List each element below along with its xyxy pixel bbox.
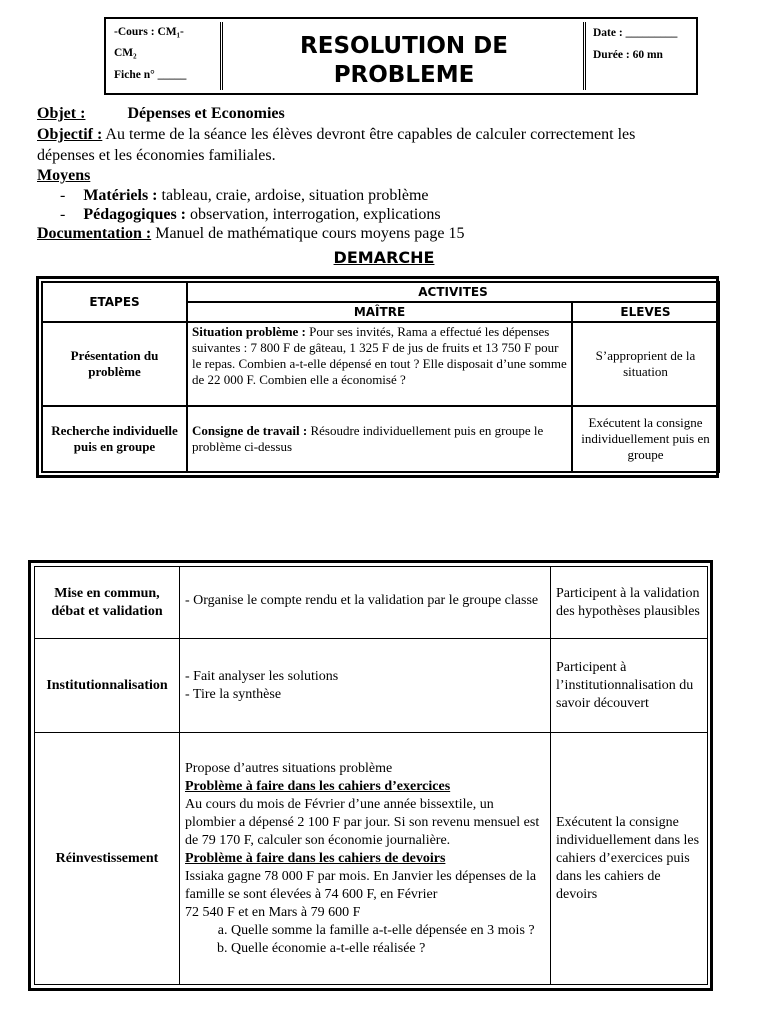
maitre-line: - Tire la synthèse	[185, 686, 282, 702]
objectif-line-2: dépenses et les économies familiales.	[37, 147, 276, 164]
date-cell	[588, 22, 696, 90]
column-header-activites: ACTIVITES	[187, 282, 719, 302]
maitre-intro: Propose d’autres situations problème	[185, 760, 393, 776]
fiche-number: Fiche n° _____	[114, 69, 187, 81]
devoir-text-1: Issiaka gagne 78 000 F par mois. En Janvier les dépenses de la famille se sont élevées à 74 600 F, en Février	[185, 868, 537, 902]
eleves-cell: Exécutent la consigne individuellement dans les cahiers d’exercices puis dans les cahiers de devoirs	[551, 733, 708, 985]
moyens-label: Moyens	[37, 167, 91, 184]
table-row	[35, 733, 708, 985]
maitre-line: - Fait analyser les solutions	[185, 668, 339, 684]
pedagogiques-value: observation, interrogation, explications	[186, 206, 441, 223]
etape-cell: Recherche individuelle puis en groupe	[42, 406, 187, 472]
course-cell	[109, 22, 223, 90]
title-cell	[227, 22, 581, 90]
objet-line	[37, 104, 285, 123]
documentation-label: Documentation :	[37, 225, 152, 242]
maitre-text: Résoudre individuellement puis en groupe le problème ci-dessus	[192, 423, 544, 454]
column-header-eleves: ELEVES	[572, 302, 719, 322]
eleves-cell: S’approprient de la situation	[572, 322, 719, 406]
maitre-cell	[180, 639, 551, 733]
course-line-2: CM₂	[114, 47, 137, 59]
pedagogiques-line	[60, 205, 441, 224]
devoir-title: Problème à faire dans les cahiers de devoirs	[185, 850, 446, 866]
title-line-1: RESOLUTION DE	[300, 33, 508, 59]
materiels-line	[60, 186, 429, 205]
exercice-text: Au cours du mois de Février d’une année bissextile, un plombier a dépensé 2 100 F par jour. Si son revenu mensuel est de 79 170 F, calculer son économie journalière.	[185, 796, 540, 848]
duration-field: Durée : 60 mn	[593, 49, 663, 61]
table-demarche-part-2	[28, 560, 713, 991]
materiels-value: tableau, craie, ardoise, situation problème	[157, 187, 429, 204]
page-title	[227, 32, 581, 90]
bullet-dash: -	[60, 187, 66, 204]
objectif-text-1: Au terme de la séance les élèves devront être capables de calculer correctement les	[102, 126, 636, 143]
objet-value: Dépenses et Economies	[127, 105, 285, 122]
eleves-cell: Exécutent la consigne individuellement puis en groupe	[572, 406, 719, 472]
header-divider-left	[220, 22, 223, 90]
question-b: b. Quelle économie a-t-elle réalisée ?	[231, 940, 545, 958]
objectif-label: Objectif :	[37, 126, 103, 143]
exercice-title: Problème à faire dans les cahiers d’exercices	[185, 778, 451, 794]
activities-table-1	[41, 281, 720, 473]
header-box	[104, 17, 698, 95]
maitre-cell: - Organise le compte rendu et la validation par le groupe classe	[180, 567, 551, 639]
etape-cell: Présentation du problème	[42, 322, 187, 406]
objectif-line	[37, 125, 635, 144]
maitre-label: Situation problème :	[192, 324, 306, 339]
table-demarche-part-1	[36, 276, 719, 478]
objet-label: Objet :	[37, 105, 86, 122]
question-list	[185, 922, 545, 958]
maitre-cell	[187, 406, 572, 472]
header-divider-right	[583, 22, 586, 90]
etape-cell: Réinvestissement	[35, 733, 180, 985]
maitre-cell	[180, 733, 551, 985]
pedagogiques-label: Pédagogiques :	[83, 206, 186, 223]
devoir-text-2: 72 540 F et en Mars à 79 600 F	[185, 904, 361, 920]
maitre-text: Pour ses invités, Rama a effectué les dépenses suivantes : 7 800 F de gâteau, 1 325 F de jus de fruits et 13 750 F pour le repas. Combien a-t-elle dépensé en tout ? Elle disposait d’une somme de 22 000 F. Combien elle a économisé ?	[192, 324, 567, 387]
activities-table-2	[34, 566, 708, 985]
table-row	[42, 406, 719, 472]
course-line-1: -Cours : CM₁-	[114, 26, 184, 38]
maitre-label: Consigne de travail :	[192, 423, 308, 438]
column-header-etapes: ETAPES	[42, 282, 187, 322]
maitre-cell	[187, 322, 572, 406]
bullet-dash: -	[60, 206, 66, 223]
eleves-cell: Participent à l’institutionnalisation du savoir découvert	[551, 639, 708, 733]
table-row	[42, 322, 719, 406]
etape-cell: Mise en commun, débat et validation	[35, 567, 180, 639]
table-row	[35, 567, 708, 639]
moyens-line	[37, 166, 90, 185]
eleves-cell: Participent à la validation des hypothèses plausibles	[551, 567, 708, 639]
demarche-heading: DEMARCHE	[333, 248, 435, 267]
etape-cell: Institutionnalisation	[35, 639, 180, 733]
title-line-2: PROBLEME	[333, 62, 475, 88]
materiels-label: Matériels :	[83, 187, 158, 204]
documentation-line	[37, 224, 464, 243]
question-a: a. Quelle somme la famille a-t-elle dépensée en 3 mois ?	[231, 922, 545, 940]
date-field: Date : _________	[593, 27, 678, 39]
table-row	[35, 639, 708, 733]
documentation-value: Manuel de mathématique cours moyens page 15	[151, 225, 465, 242]
column-header-maitre: MAÎTRE	[187, 302, 572, 322]
